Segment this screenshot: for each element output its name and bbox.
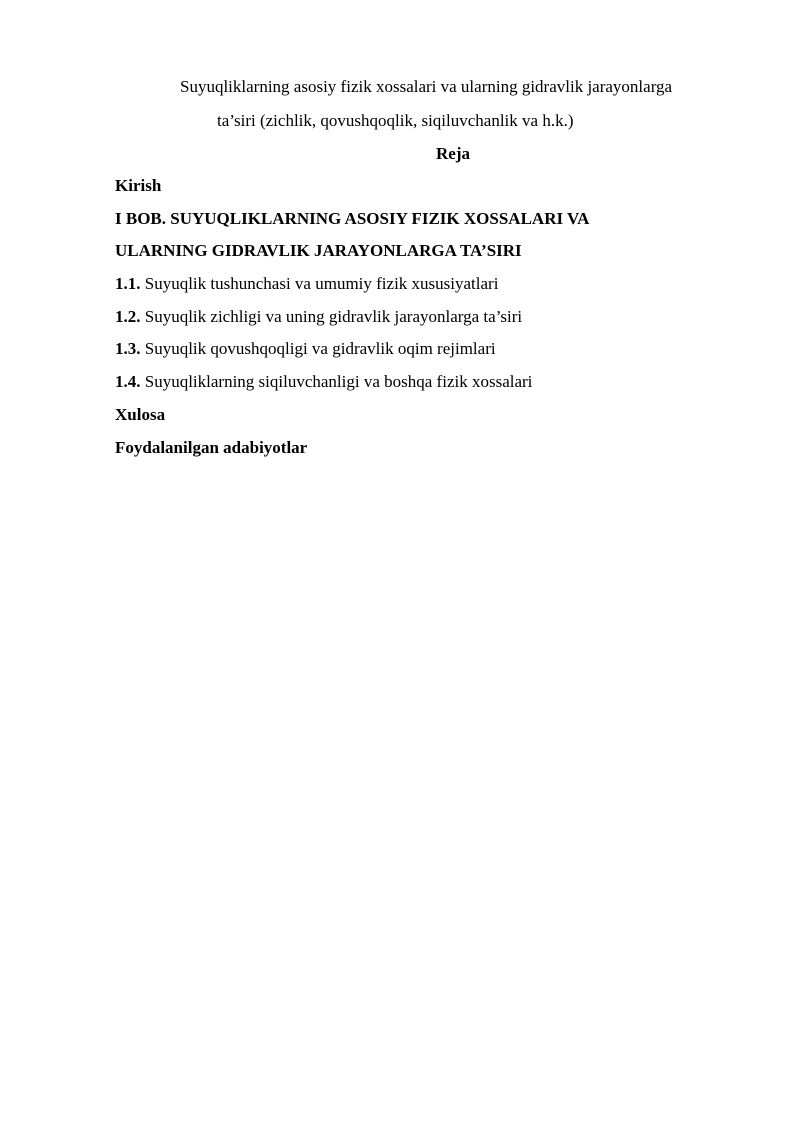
section-title: Suyuqlik qovushqoqligi va gidravlik oqim rejimlari: [144, 339, 496, 359]
section-title: Suyuqlik zichligi va uning gidravlik jarayonlarga ta’siri: [144, 306, 523, 326]
toc-conclusion: Xulosa: [115, 404, 166, 424]
section-number: 1.4.: [115, 372, 141, 392]
section-number: 1.2.: [115, 306, 141, 326]
toc-chapter-line-2: ULARNING GIDRAVLIK JARAYONLARGA TA’SIRI: [115, 241, 522, 261]
toc-section-1-2: [115, 307, 589, 340]
section-title: Suyuqliklarning siqiluvchanligi va boshqa fizik xossalari: [144, 372, 533, 392]
plan-heading: Reja: [436, 144, 470, 163]
document-title-line-1: Suyuqliklarning asosiy fizik xossalari va ularning gidravlik jarayonlarga: [180, 77, 673, 96]
section-title: Suyuqlik tushunchasi va umumiy fizik xususiyatlari: [144, 274, 499, 294]
section-number: 1.1.: [115, 274, 141, 294]
toc-section-1-1: [115, 274, 589, 307]
table-of-contents: [115, 176, 589, 470]
toc-references: Foydalanilgan adabiyotlar: [115, 437, 308, 457]
toc-chapter-line-1: I BOB. SUYUQLIKLARNING ASOSIY FIZIK XOSSALARI VA: [115, 208, 590, 228]
toc-section-1-4: [115, 372, 589, 405]
toc-intro: Kirish: [115, 176, 162, 195]
toc-section-1-3: [115, 339, 589, 372]
section-number: 1.3.: [115, 339, 141, 359]
document-title-line-2: ta’siri (zichlik, qovushqoqlik, siqiluvchanlik va h.k.): [217, 111, 574, 130]
